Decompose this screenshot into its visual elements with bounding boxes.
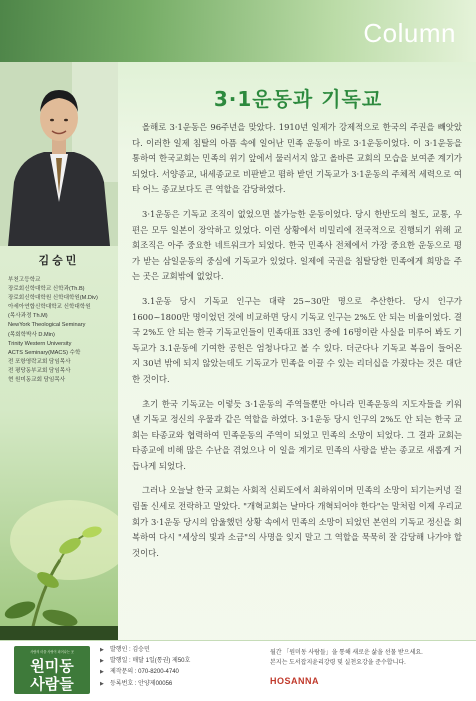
- notice-line: 월간 「원미동 사람들」을 통해 새로운 삶을 선물 받으세요.: [270, 650, 423, 656]
- author-photo: [0, 62, 118, 246]
- triangle-bullet-icon: ▶: [100, 647, 104, 653]
- hosanna-logo: HOSANNA: [270, 676, 320, 686]
- article-body: [132, 120, 462, 570]
- bio-line: ACTS Seminary(MACS) 수학: [8, 349, 81, 356]
- bio-line: (목회학박사 D.Min): [8, 331, 55, 338]
- bio-line: 현 원미동교회 담임목사: [8, 377, 66, 384]
- article-paragraph: 초기 한국 기독교는 이렇듯 3·1운동의 주역들뿐만 아니라 민족운동의 지도자들을 키워 낸 기독교 정신의 우물과 같은 역할을 하였다. 3·1운동 당시 인구의 2%도 안 되는 한국 교회는 타종교와 협력하여 민족운동의 주역이 되었고 민족의 소망이 되었다. 그 결과 교회는 타종교에 비해 많은 수난을 겪었으나 이 일을 계기로 민족의 사랑을 받는 종교로 새롭게 거듭나게 되었다.: [132, 398, 462, 471]
- bio-line: (목사과정 Th.M): [8, 313, 48, 320]
- bio-line: 장로회신학대학교 신학과(Th.B): [8, 286, 85, 293]
- logo-tagline: 사람의 마을 사랑이 피어나는 곳: [30, 650, 74, 654]
- publication-info-item: [100, 667, 250, 678]
- article-paragraph: 그러나 오늘날 한국 교회는 사회적 신뢰도에서 최하위이며 민족의 소망이 되기는커녕 걸림돌 신세로 전락하고 말았다. "개혁교회는 날마다 개혁되어야 한다"는 말처럼 이제 우리교회가 3·1운동 당시의 암울했던 상황 속에서 민족의 소망이 되었던 본연의 기독교 정신을 회복하여 다시 "세상의 빛과 소금"의 사명을 잊지 말고 그 역할을 묵묵히 잘 감당해 나가야 할 것이다.: [132, 485, 462, 558]
- article-title: 3·1운동과 기독교: [213, 87, 383, 112]
- author-bio: [8, 276, 116, 385]
- triangle-bullet-icon: ▶: [100, 680, 104, 687]
- author-name: 김승민: [38, 255, 80, 267]
- triangle-bullet-icon: ▶: [100, 658, 104, 665]
- publication-info-text: 제작문의 : 070-8200-4740: [110, 669, 179, 676]
- bio-line: 전 평당동부교회 담임목사: [8, 367, 71, 374]
- notice-line: 본지는 도서잡지윤리강령 및 실천요강을 준수합니다.: [270, 660, 406, 667]
- publication-info-item: [100, 679, 250, 690]
- article-paragraph: 올해로 3·1운동은 96주년을 맞았다. 1910년 일제가 강제적으로 한국의 주권을 빼앗았다. 이러한 일제 침탈의 아픔 속에 일어난 민족 운동이 바로 3·1운동이었다. 이 3·1운동을 통하여 한국교회는 민족의 위기 앞에서 물러서지 않고 올바른 교회의 모습을 보여준 계기가 되었다. 서양종교, 내세종교로 비판받고 폄하 받던 기독교가 3·1운동의 주체적 세력으로 여타 어느 종교보다도 큰 역할을 감당하였다.: [132, 122, 462, 195]
- publication-info-text: 등록번호 : 안양제00056: [110, 680, 173, 687]
- article-paragraph: 3.1운동 당시 기독교 인구는 대략 25~30만 명으로 추산한다. 당시 인구가 1600~1800만 명이었던 것에 비교하면 당시 기독교 인구는 2%도 안 되는 비율이었다. 결국 2%도 안 되는 한국 기독교인들이 민족대표 33인 중에 16명이란 사실을 미루어 봐도 기독교가 3.1운동에 기여한 공헌은 엄청나다고 볼 수 있다. 더군다나 기독교 복음이 들어온 지 30년 밖에 되지 않았는데도 기독교가 민족을 이끌 수 있는 리더십을 가졌다는 것은 대단한 것이다.: [132, 295, 462, 384]
- publication-info: [100, 645, 250, 690]
- footer-notice: [270, 648, 470, 669]
- publication-info-item: [100, 656, 250, 667]
- article-paragraph: 3·1운동은 기독교 조직이 없었으면 불가능한 운동이었다. 당시 한반도의 철도, 교통, 우편은 모두 일본이 장악하고 있었다. 이런 상황에서 비밀리에 전국적으로 진행되기 위해 교회조직은 아주 중요한 네트워크가 되었다. 한국 민족사 전체에서 가장 중요한 운동으로 평가 받는 삼일운동의 중심에 기독교가 있었다. 일제에 국권을 침탈당한 민족에게 희망을 주는 곳은 교회밖에 없었다.: [132, 208, 462, 282]
- column-tag: Column: [363, 18, 456, 48]
- bio-line: 부천고등학교: [8, 277, 41, 283]
- bio-line: NewYork Theological Seminary: [8, 322, 86, 329]
- logo-text-line1: 원미동: [30, 657, 74, 675]
- triangle-bullet-icon: ▶: [100, 669, 104, 676]
- bio-line: 전 포항영락교회 담임목사: [8, 358, 71, 365]
- bio-line: 장로회신학대학원 신학대학원(M.Div): [8, 295, 98, 302]
- logo-text-line2: 사람들: [30, 675, 74, 693]
- plant-illustration: [0, 500, 118, 640]
- bio-line: Trinity Western University: [8, 340, 72, 347]
- publication-info-text: 발행일 : 매달 1일(통권) 제50호: [110, 658, 191, 665]
- publication-info-text: 발행인 : 김승민: [110, 647, 150, 653]
- bio-line: 아세아연합신학대학교 신학대학원: [8, 304, 91, 311]
- publication-info-item: [100, 645, 250, 656]
- author-portrait-illustration: [0, 62, 118, 246]
